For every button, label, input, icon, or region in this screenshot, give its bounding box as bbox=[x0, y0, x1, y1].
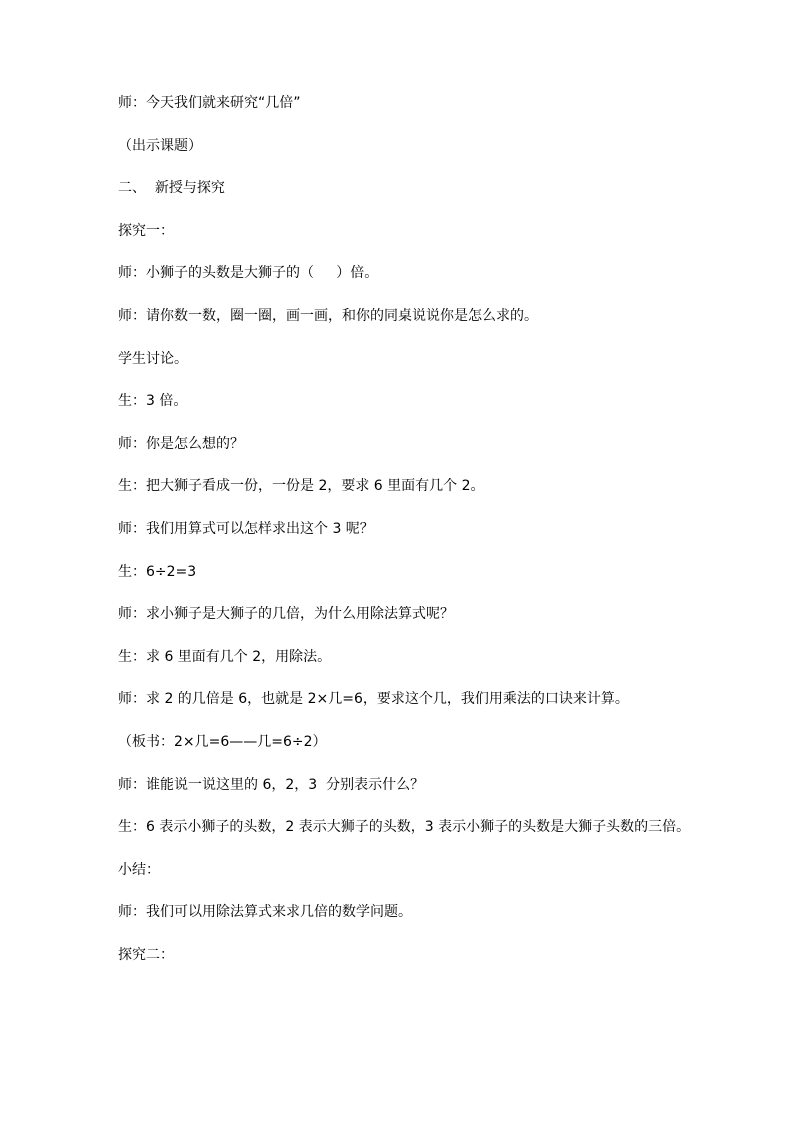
paragraph: 师：你是怎么想的？ bbox=[118, 435, 244, 452]
paragraph: 师：请你数一数，圈一圈，画一画，和你的同桌说说你是怎么求的。 bbox=[118, 307, 538, 324]
document-body bbox=[118, 93, 693, 987]
paragraph: 师：求 2 的几倍是 6，也就是 2×几=6，要求这个几，我们用乘法的口诀来计算。 bbox=[118, 691, 629, 708]
paragraph: 师：我们用算式可以怎样求出这个 3 呢？ bbox=[118, 520, 374, 537]
paragraph: （板书：2×几=6——几=6÷2） bbox=[118, 733, 327, 750]
paragraph: 师：小狮子的头数是大狮子的（ ）倍。 bbox=[118, 265, 379, 282]
paragraph: 生：3 倍。 bbox=[118, 393, 188, 410]
paragraph: 学生讨论。 bbox=[118, 350, 188, 367]
summary-heading: 小结： bbox=[118, 861, 160, 878]
paragraph: 生：求 6 里面有几个 2，用除法。 bbox=[118, 648, 332, 665]
section-heading: 二、 新授与探究 bbox=[118, 180, 225, 197]
paragraph: 师：求小狮子是大狮子的几倍，为什么用除法算式呢？ bbox=[118, 606, 454, 623]
paragraph: 生：6 表示小狮子的头数，2 表示大狮子的头数，3 表示小狮子的头数是大狮子头数的三倍。 bbox=[118, 819, 691, 836]
paragraph: 师：今天我们就来研究“几倍” bbox=[118, 95, 301, 111]
paragraph: （出示课题） bbox=[118, 137, 202, 154]
paragraph: 师：谁能说一说这里的 6，2，3 分别表示什么？ bbox=[118, 776, 425, 793]
paragraph: 生：把大狮子看成一份，一份是 2，要求 6 里面有几个 2。 bbox=[118, 478, 485, 495]
subsection-heading: 探究一： bbox=[118, 222, 174, 239]
subsection-heading: 探究二： bbox=[118, 946, 174, 963]
paragraph: 师：我们可以用除法算式来求几倍的数学问题。 bbox=[118, 904, 412, 921]
paragraph: 生：6÷2=3 bbox=[118, 563, 197, 580]
